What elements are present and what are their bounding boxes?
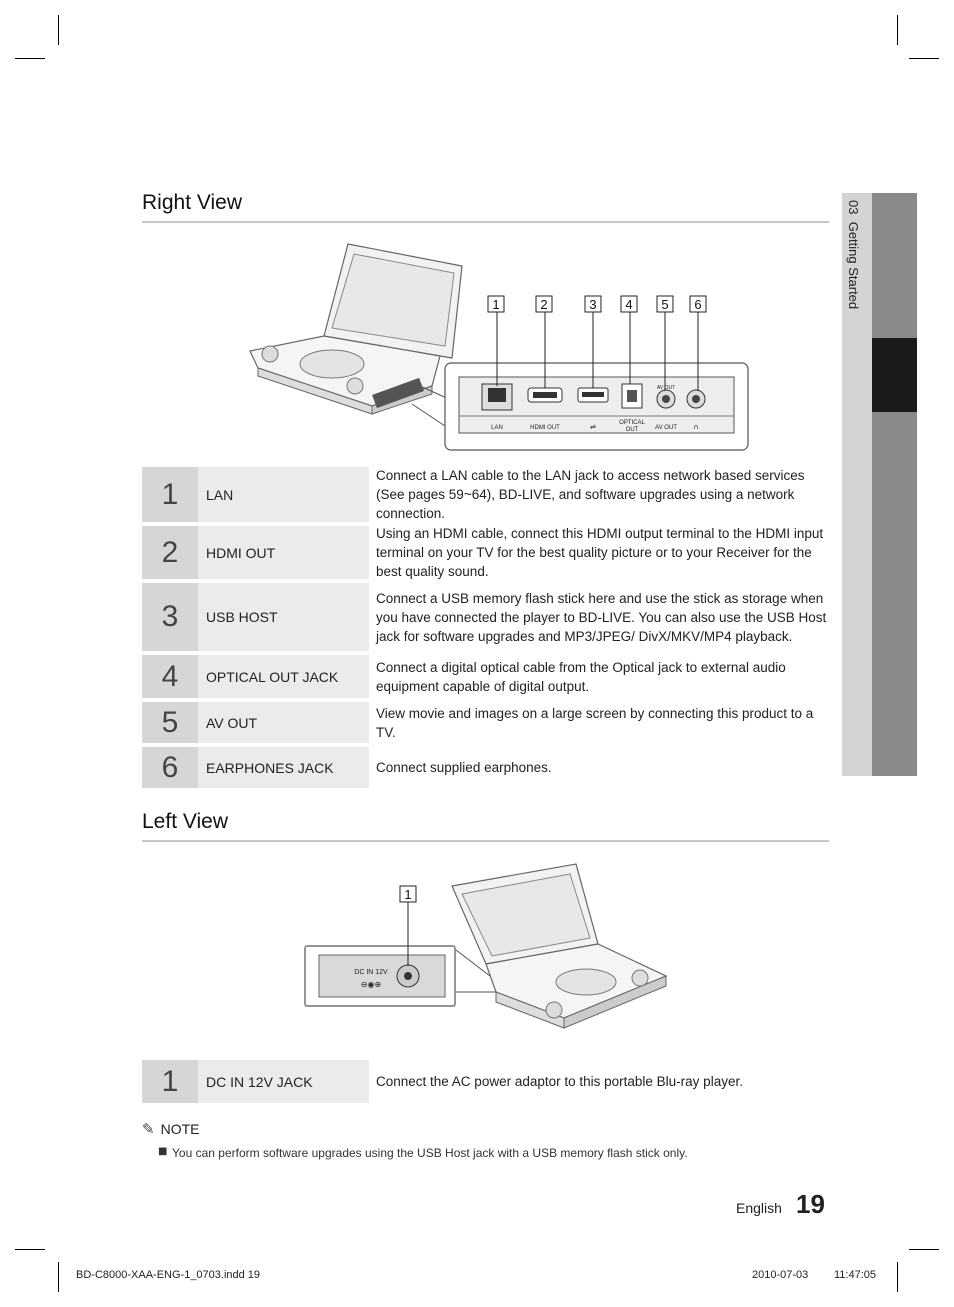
row-description: Connect a USB memory flash stick here and use the stick as storage when you have connected the player to BD-LIVE. You can also use the USB Host jack for software upgrades and MP3/JPEG/ DivX/MKV/MP4 playback. (376, 590, 827, 644)
table-row (142, 655, 829, 698)
jack-label-av-out: AV OUT (656, 385, 676, 391)
table-row (142, 467, 829, 522)
sidebar-chapter-label (846, 200, 861, 309)
callout-1-label: 1 (492, 297, 500, 312)
callout-5 (657, 296, 673, 312)
row-number: 5 (142, 702, 198, 743)
note-heading (142, 1120, 199, 1138)
callout-5-label: 5 (661, 297, 669, 312)
dc-in-label: DC IN 12V (354, 969, 388, 976)
row-description: Connect a LAN cable to the LAN jack to access network based services (See pages 59~64), BD-LIVE, and software upgrades using a network connection. (376, 468, 805, 521)
table-row (142, 747, 829, 788)
crop-mark (15, 58, 45, 59)
row-description: Connect the AC power adaptor to this portable Blu-ray player. (376, 1074, 743, 1089)
callout-2 (536, 296, 552, 312)
table-row (142, 583, 829, 651)
page-number: 19 (796, 1189, 825, 1219)
footer-date: 2010-07-03 (752, 1269, 809, 1281)
row-number: 4 (142, 655, 198, 698)
crop-mark (897, 1262, 898, 1292)
sidebar-chapter-number: 03 (846, 200, 861, 215)
row-label: EARPHONES JACK (198, 747, 369, 788)
table-row (142, 1060, 829, 1103)
row-label: OPTICAL OUT JACK (198, 655, 369, 698)
crop-mark (58, 15, 59, 45)
callout-6-label: 6 (694, 297, 702, 312)
note-title: NOTE (160, 1121, 200, 1137)
right-view-illustration (240, 236, 760, 456)
port-label-lan: LAN (491, 425, 503, 431)
table-row (142, 526, 829, 579)
crop-mark (909, 58, 939, 59)
port-label-optical-out: OUT (625, 427, 639, 433)
footer-file: BD-C8000-XAA-ENG-1_0703.indd 19 (76, 1269, 261, 1281)
sidebar-tab-marker (872, 338, 917, 412)
callout-4-label: 4 (625, 297, 633, 312)
footer-time: 11:47:05 (834, 1269, 877, 1281)
left-view-title: Left View (142, 810, 228, 833)
callout-6 (690, 296, 706, 312)
crop-mark (15, 1249, 45, 1250)
row-label: USB HOST (198, 583, 369, 651)
row-label: LAN (198, 467, 369, 522)
polarity-icon: ⊖◉⊕ (360, 980, 382, 989)
note-item (158, 1146, 688, 1160)
callout-2-label: 2 (540, 297, 548, 312)
row-description: View movie and images on a large screen by connecting this product to a TV. (376, 705, 814, 740)
row-label: DC IN 12V JACK (198, 1060, 369, 1103)
port-label-hdmi: HDMI OUT (530, 425, 560, 431)
row-label: AV OUT (198, 702, 369, 743)
callout-3-label: 3 (589, 297, 597, 312)
crop-mark (58, 1262, 59, 1292)
row-description: Connect a digital optical cable from the Optical jack to external audio equipment capable of digital output. (376, 659, 786, 694)
row-number: 1 (142, 1060, 198, 1103)
crop-mark (909, 1249, 939, 1250)
row-description: Using an HDMI cable, connect this HDMI output terminal to the HDMI input terminal on your TV for the best quality picture or to your Receiver for the best quality sound. (376, 526, 824, 579)
right-view-title: Right View (142, 191, 242, 214)
page-language: English (736, 1200, 782, 1216)
port-label-optical: OPTICAL (619, 420, 645, 426)
row-number: 3 (142, 583, 198, 651)
note-text: You can perform software upgrades using the USB Host jack with a USB memory flash stick only. (172, 1146, 688, 1160)
pencil-icon: ✎ (142, 1120, 155, 1138)
left-callout-label: 1 (404, 887, 412, 902)
sidebar-section-name: Getting Started (846, 221, 861, 310)
callout-4 (621, 296, 637, 312)
callout-1 (488, 296, 504, 312)
row-label: HDMI OUT (198, 526, 369, 579)
row-description: Connect supplied earphones. (376, 760, 552, 775)
section-rule (142, 840, 829, 842)
sidebar-tab-dark (872, 193, 917, 776)
headphones-icon: ∩ (693, 423, 699, 431)
row-number: 2 (142, 526, 198, 579)
crop-mark (897, 15, 898, 45)
port-label-av-out: AV OUT (655, 425, 677, 431)
bullet-icon: ■ (158, 1146, 168, 1157)
usb-icon: ⇌ (590, 423, 596, 431)
row-number: 1 (142, 467, 198, 522)
section-rule (142, 221, 829, 223)
table-row (142, 702, 829, 743)
row-number: 6 (142, 747, 198, 788)
callout-1 (400, 886, 416, 902)
left-view-illustration (300, 858, 680, 1038)
callout-3 (585, 296, 601, 312)
